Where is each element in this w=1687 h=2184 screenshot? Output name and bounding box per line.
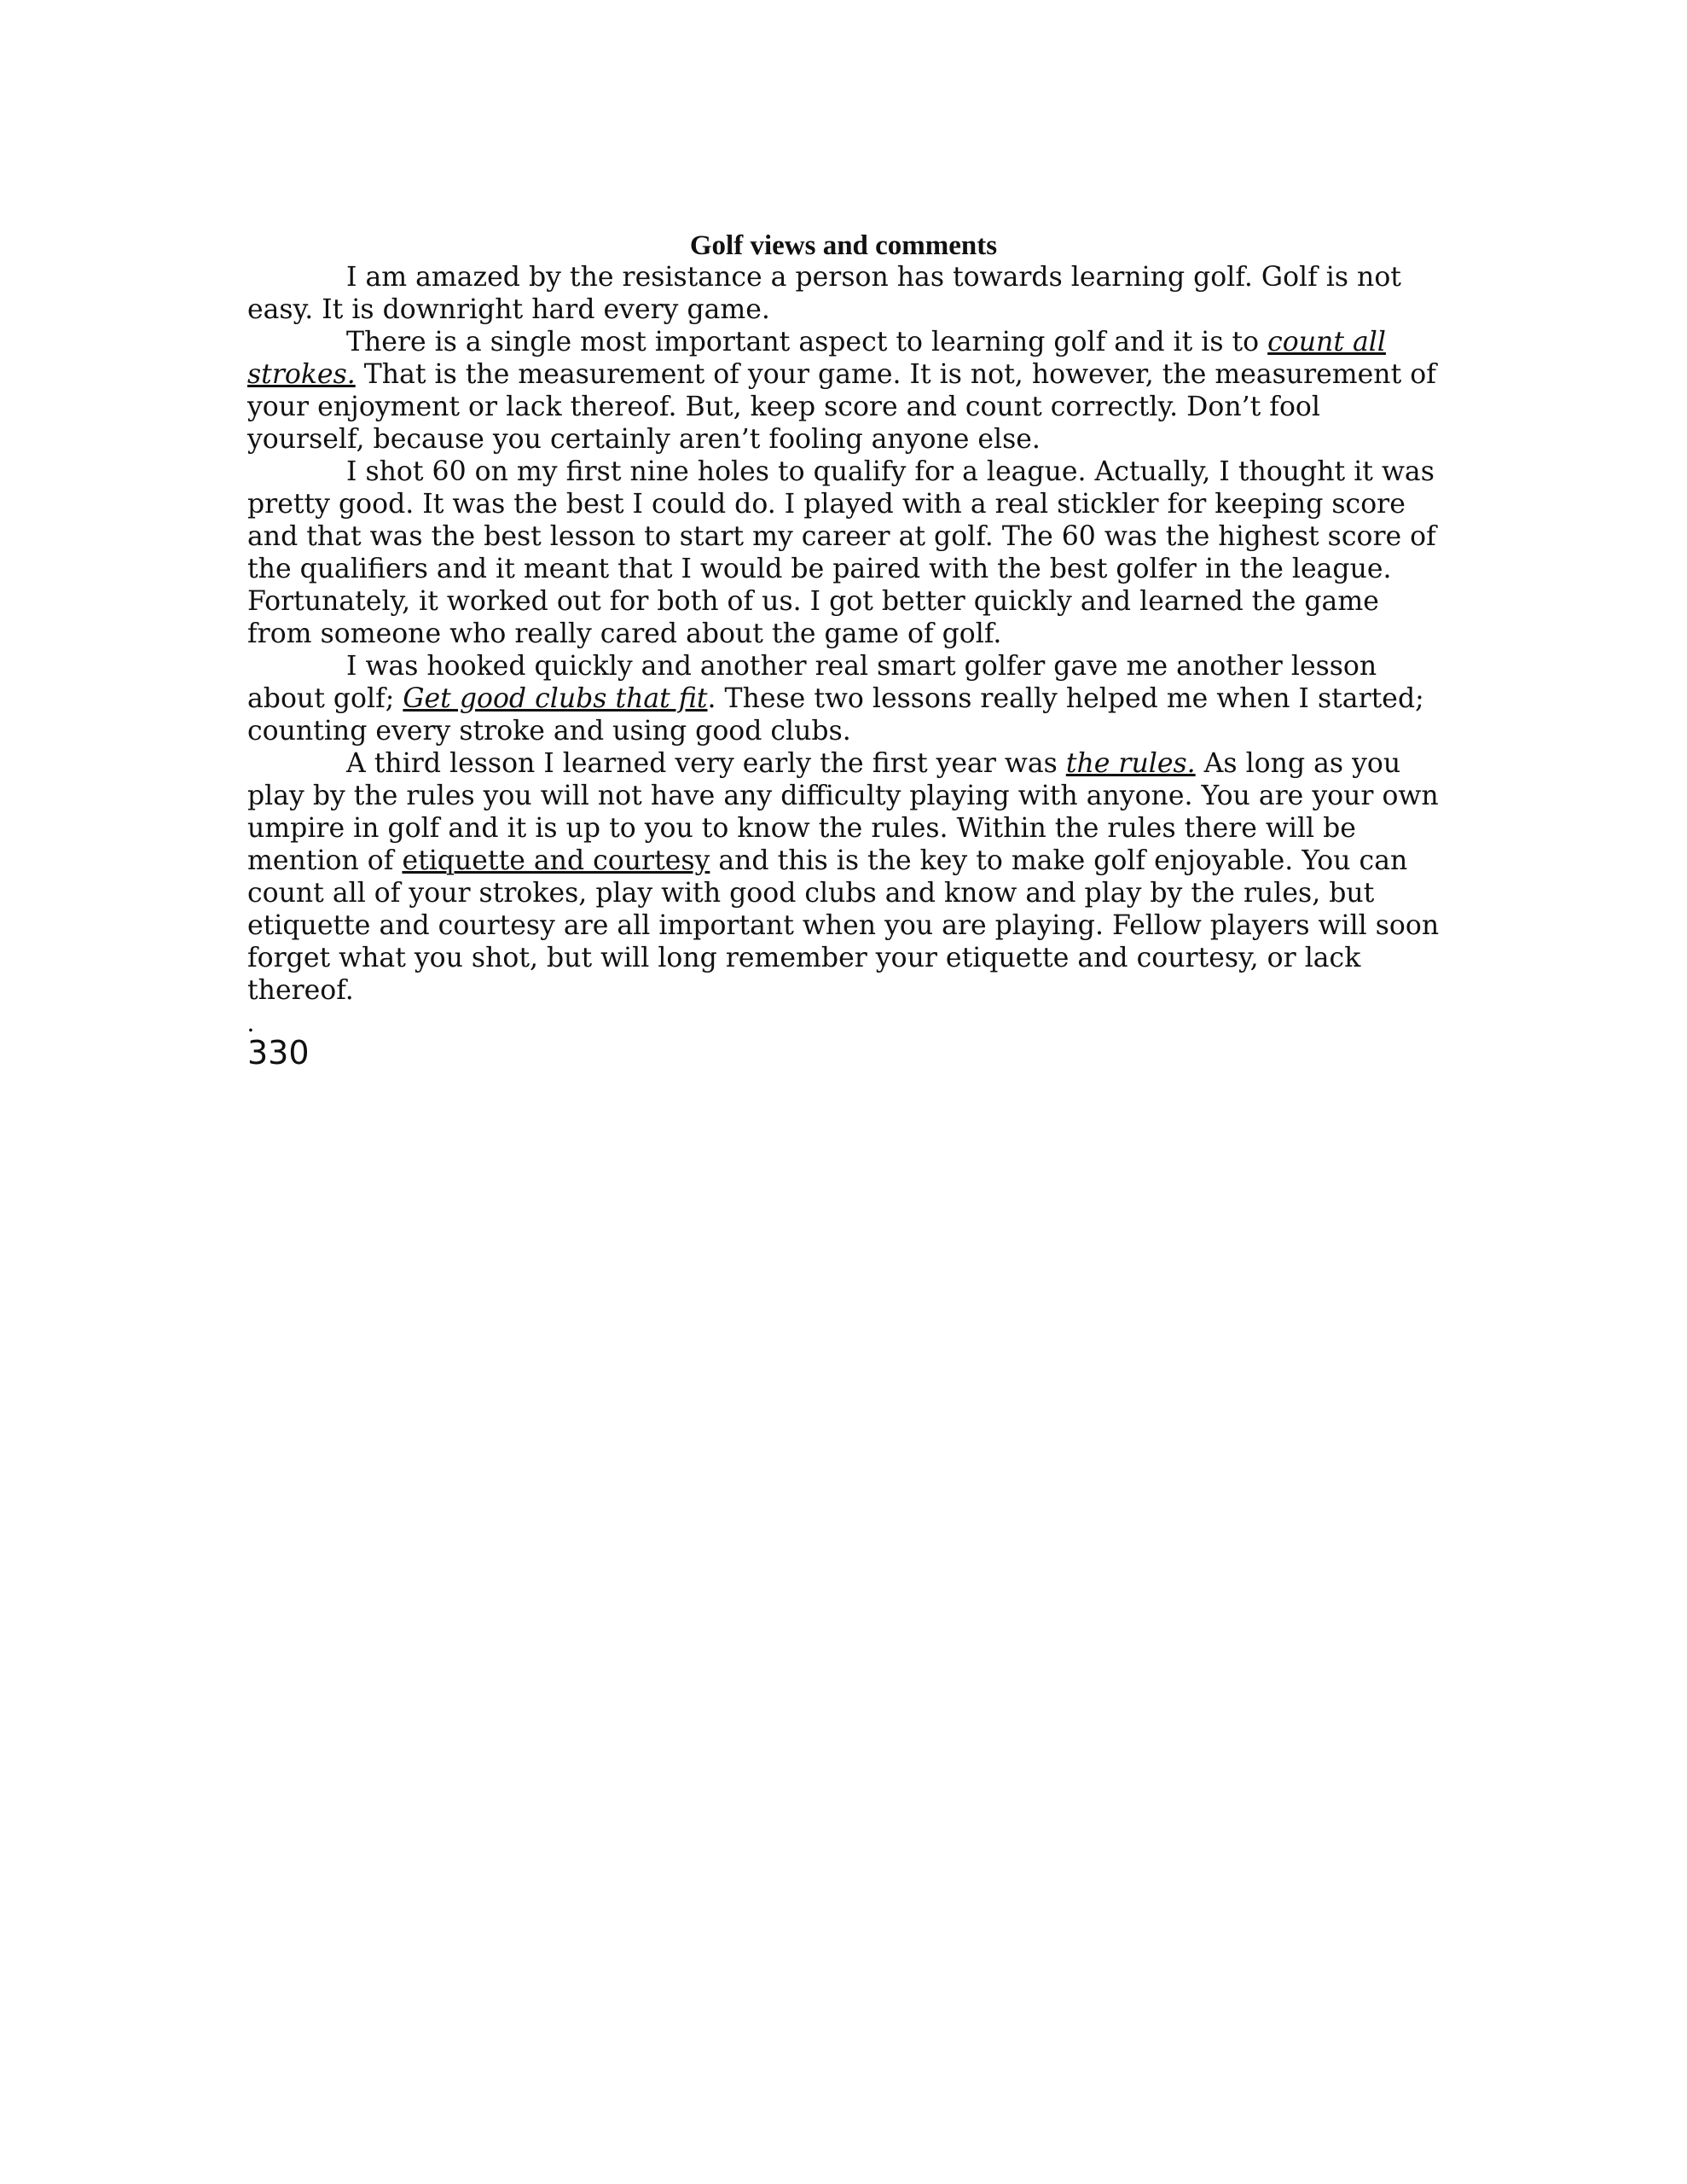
- text-line: [247, 812, 1450, 845]
- emphasized-text: strokes.: [247, 359, 356, 390]
- text-line: [247, 391, 1450, 423]
- emphasized-text: the rules.: [1065, 748, 1196, 779]
- text-line: [247, 293, 1450, 326]
- text-run: Fortunately, it worked out for both of us. I got better quickly and learned the game: [247, 586, 1379, 617]
- paragraph: [247, 261, 1450, 326]
- text-run: from someone who really cared about the game of golf.: [247, 619, 1002, 649]
- text-run: mention of: [247, 845, 403, 876]
- text-run: easy. It is downright hard every game.: [247, 294, 770, 325]
- text-line: [247, 682, 1450, 715]
- text-run: I was hooked quickly and another real smart golfer gave me another lesson: [346, 651, 1377, 682]
- text-run: pretty good. It was the best I could do. I played with a real stickler for keeping score: [247, 489, 1406, 520]
- text-run: your enjoyment or lack thereof. But, keep score and count correctly. Don’t fool: [247, 392, 1320, 422]
- document-title: Golf views and comments: [689, 230, 998, 261]
- paragraph: [247, 456, 1450, 650]
- text-run: and that was the best lesson to start my career at golf. The 60 was the highest score of: [247, 521, 1436, 552]
- text-run: thereof.: [247, 975, 354, 1006]
- text-line: [247, 261, 1450, 293]
- text-run: A third lesson I learned very early the first year was: [346, 748, 1066, 779]
- text-line: [247, 747, 1450, 780]
- page-number: 330: [247, 1034, 310, 1072]
- emphasized-text: etiquette and courtesy: [402, 845, 710, 876]
- text-line: [247, 456, 1450, 488]
- text-line: [247, 715, 1450, 747]
- text-line: [247, 974, 1450, 1007]
- text-run: . These two lessons really helped me when I started;: [707, 683, 1424, 714]
- text-run: forget what you shot, but will long remember your etiquette and courtesy, or lack: [247, 943, 1361, 973]
- paragraph: [247, 747, 1450, 1007]
- emphasized-text: count all: [1267, 327, 1386, 357]
- text-run: As long as you: [1195, 748, 1401, 779]
- text-run: There is a single most important aspect to learning golf and it is to: [346, 327, 1268, 357]
- text-line: [247, 780, 1450, 812]
- text-line: [247, 618, 1450, 650]
- trailing-mark: .: [247, 1008, 254, 1037]
- text-run: That is the measurement of your game. It is not, however, the measurement of: [355, 359, 1436, 390]
- text-line: [247, 423, 1450, 456]
- text-run: I am amazed by the resistance a person has towards learning golf. Golf is not: [346, 262, 1401, 293]
- paragraph: [247, 326, 1450, 456]
- text-run: etiquette and courtesy are all important when you are playing. Fellow players will soon: [247, 910, 1440, 941]
- text-run: play by the rules you will not have any difficulty playing with anyone. You are your own: [247, 781, 1439, 811]
- text-run: yourself, because you certainly aren’t fooling anyone else.: [247, 424, 1041, 455]
- document-body: [247, 261, 1450, 1039]
- text-line: [247, 877, 1450, 909]
- text-line: [247, 488, 1450, 520]
- text-line: [247, 553, 1450, 585]
- text-run: I shot 60 on my first nine holes to qualify for a league. Actually, I thought it was: [346, 456, 1435, 487]
- text-line: [247, 650, 1450, 682]
- emphasized-text: Get good clubs that fit: [403, 683, 708, 714]
- text-run: and this is the key to make golf enjoyable. You can: [710, 845, 1408, 876]
- paragraph-list: [247, 261, 1450, 1007]
- text-run: the qualifiers and it meant that I would be paired with the best golfer in the league.: [247, 554, 1392, 584]
- text-line: [247, 909, 1450, 942]
- text-run: counting every stroke and using good clubs.: [247, 716, 851, 746]
- text-run: umpire in golf and it is up to you to know the rules. Within the rules there will be: [247, 813, 1356, 844]
- text-run: count all of your strokes, play with good clubs and know and play by the rules, but: [247, 878, 1375, 909]
- text-line: [247, 326, 1450, 358]
- text-line: [247, 358, 1450, 391]
- text-run: about golf;: [247, 683, 403, 714]
- text-line: [247, 520, 1450, 553]
- paragraph: [247, 650, 1450, 747]
- text-line: [247, 942, 1450, 974]
- text-line: [247, 845, 1450, 877]
- text-line: [247, 585, 1450, 618]
